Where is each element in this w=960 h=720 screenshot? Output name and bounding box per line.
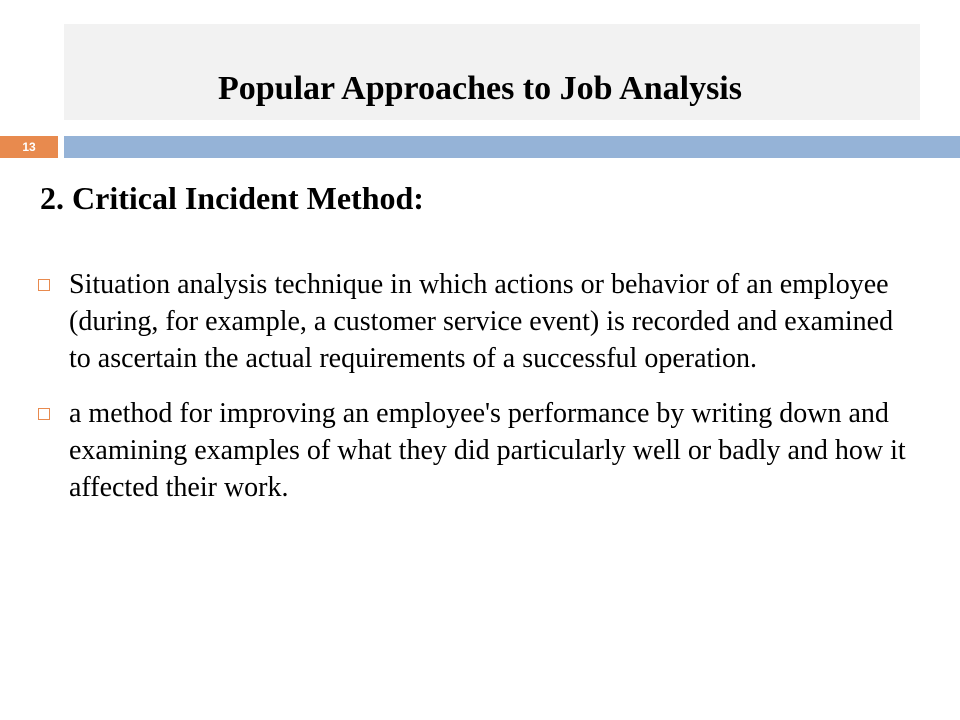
slide-number-badge: 13 [0, 136, 58, 158]
bullet-item [36, 395, 916, 506]
bullet-item [36, 266, 916, 377]
section-subtitle: 2. Critical Incident Method: [40, 180, 424, 216]
square-bullet-icon [38, 279, 50, 291]
header-divider-bar [64, 136, 960, 158]
square-bullet-icon [38, 408, 50, 420]
slide-title: Popular Approaches to Job Analysis [218, 70, 742, 107]
bullet-text: a method for improving an employee's performance by writing down and examining examples of what they did particularly well or badly and how it affected their work. [69, 398, 906, 503]
bullet-text: Situation analysis technique in which actions or behavior of an employee (during, for example, a customer service event) is recorded and examined to ascertain the actual requirements of a successful operation. [69, 269, 894, 374]
bullet-list [36, 266, 916, 524]
